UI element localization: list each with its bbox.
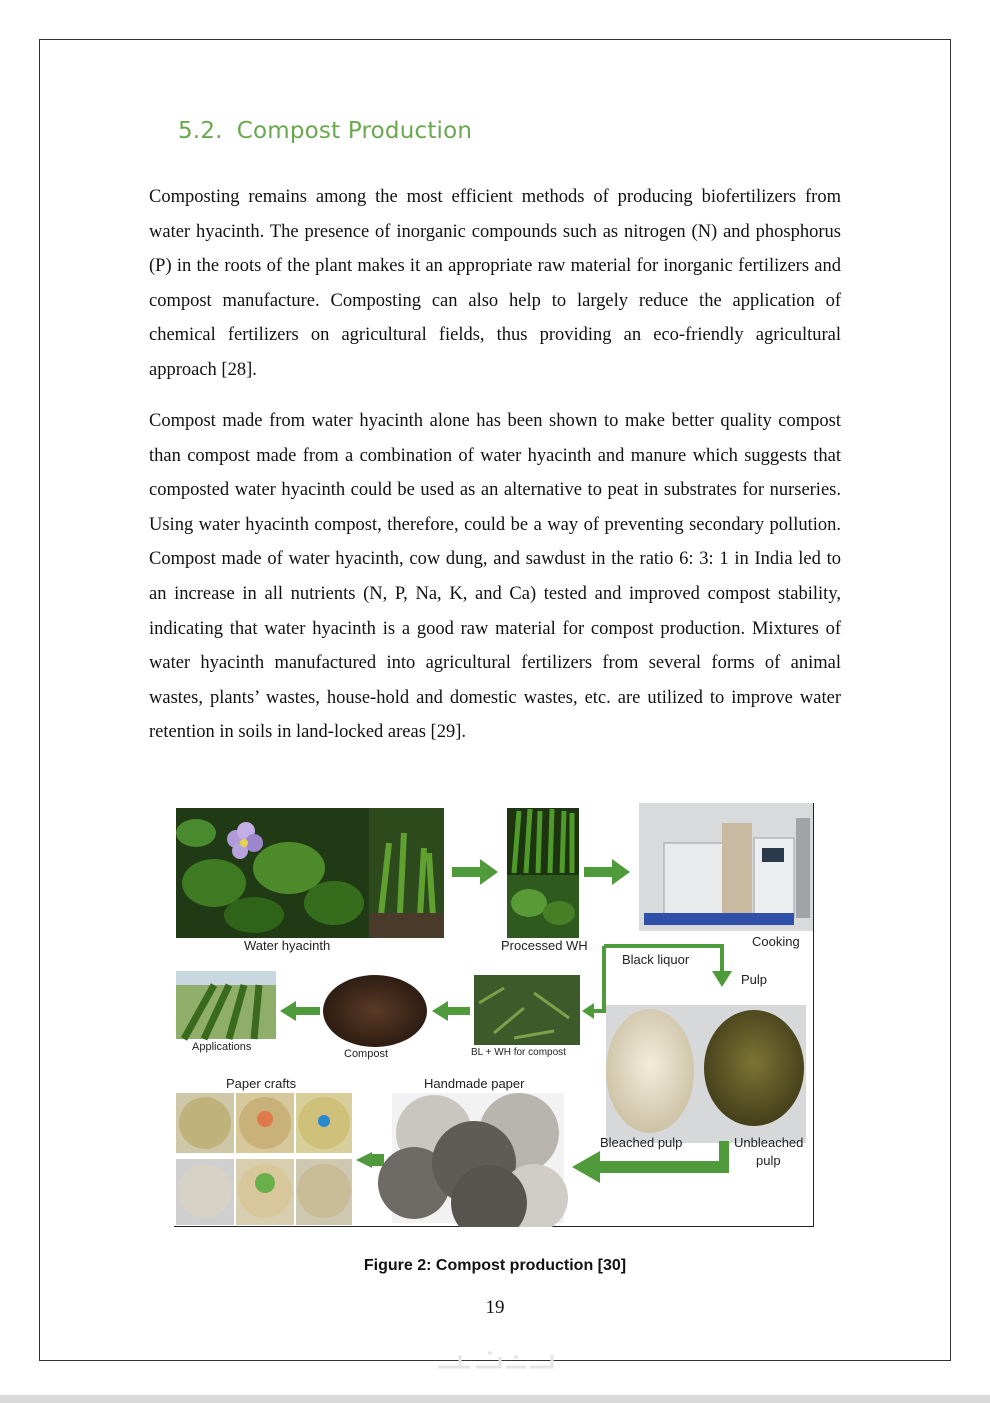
label-processed-wh: Processed WH [501,938,588,953]
compost-process-figure [174,803,814,1227]
pulp-photo [606,1005,806,1143]
processed-wh-photo [507,808,579,938]
applications-photo [176,971,276,1039]
label-compost: Compost [344,1048,389,1060]
paper-crafts-photo [176,1093,352,1225]
compost-photo [323,975,427,1047]
label-water-hyacinth: Water hyacinth [244,938,331,953]
label-bl-wh-compost: BL + WH for compost [471,1047,566,1058]
arrow-right-2 [584,859,630,885]
label-unbleached-pulp-1: Unbleached [734,1135,804,1150]
handmade-paper-photo [378,1093,568,1227]
label-bleached-pulp: Bleached pulp [600,1135,683,1150]
paragraph-2: Compost made from water hyacinth alone has been shown to make better quality compost than compost made from a combination of water hyacinth and manure which suggests that composted water hyacinth could be used as an alternative to peat in substrates for nurseries. Using water hyacinth compost, therefore, could be a way of preventing secondary pollution. Compost made of water hyacinth, cow dung, and sawdust in the ratio 6: 3: 1 in India led to an increase in all nutrients (N, P, Na, K, and Ca) tested and improved compost stability, indicating that water hyacinth is a good raw material for compost production. Mixtures of water hyacinth manufactured into agricultural fertilizers from several forms of animal wastes, plants’ wastes, house-hold and domestic wastes, etc. are utilized to improve water retention in soils in land-locked areas [29]. [149,411,841,743]
paragraph-1: Composting remains among the most efficient methods of producing biofertilizers from water hyacinth. The presence of inorganic compounds such as nitrogen (N) and phosphorus (P) in the roots of the plant makes it an appropriate raw material for inorganic fertilizers and compost manufacture. Composting can also help to largely reduce the application of chemical fertilizers on agricultural fields, thus providing an eco-friendly agricultural approach [28]. [149,187,841,380]
label-unbleached-pulp-2: pulp [756,1153,781,1168]
arrow-left-1 [280,1001,320,1021]
arrow-left-bl [582,1003,594,1019]
label-handmade-paper: Handmade paper [424,1076,525,1091]
cooking-machine-photo [639,803,813,931]
arrow-left-crafts [356,1152,372,1168]
label-black-liquor: Black liquor [622,952,690,967]
section-heading [178,118,472,144]
arrow-right-1 [452,859,498,885]
watermark-logo [430,1345,560,1375]
figure-caption: Figure 2: Compost production [30] [363,1257,627,1274]
label-paper-crafts: Paper crafts [226,1076,297,1091]
bl-wh-compost-photo [474,975,580,1045]
section-title: Compost Production [236,118,473,144]
arrow-left-crafts-tail [370,1154,384,1166]
water-hyacinth-photo [176,808,444,938]
label-cooking: Cooking [752,934,800,949]
page-number: 19 [485,1297,505,1318]
arrow-left-2 [432,1001,470,1021]
section-number: 5.2. [178,118,223,144]
bottom-strip [0,1395,990,1403]
arrow-down-pulp [712,971,732,987]
label-pulp: Pulp [741,972,768,987]
figure-illustrations [174,803,814,1227]
label-applications: Applications [192,1041,252,1053]
